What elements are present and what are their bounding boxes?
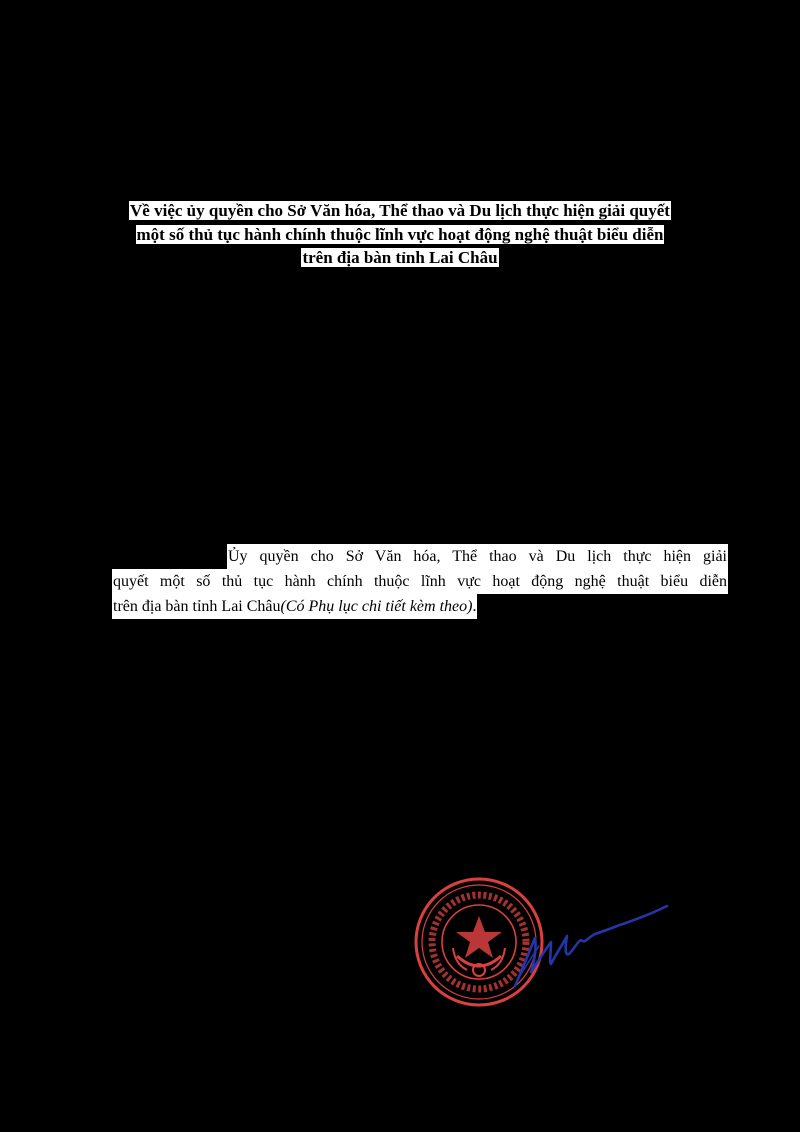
seal-and-signature bbox=[405, 868, 675, 1018]
body-line-1: Ủy quyền cho Sở Văn hóa, Thể thao và Du lịch thực hiện giải bbox=[227, 544, 728, 569]
appendix-note: (Có Phụ lục chi tiết kèm theo) bbox=[280, 598, 473, 615]
body-line-3 bbox=[112, 594, 477, 619]
official-seal-icon bbox=[416, 879, 542, 1005]
title-line-2: một số thủ tục hành chính thuộc lĩnh vực hoạt động nghệ thuật biểu diễn bbox=[136, 224, 664, 244]
title-line-1: Về việc ủy quyền cho Sở Văn hóa, Thể thao và Du lịch thực hiện giải quyết bbox=[130, 201, 670, 220]
body-line-3-text: trên địa bàn tỉnh Lai Châu bbox=[113, 598, 281, 615]
body-line-3-end: . bbox=[472, 598, 477, 615]
document-title bbox=[100, 199, 700, 270]
body-line-2: quyết một số thủ tục hành chính thuộc lĩnh vực hoạt động nghệ thuật biểu diễn bbox=[112, 569, 728, 594]
title-line-3: trên địa bàn tỉnh Lai Châu bbox=[302, 248, 498, 267]
body-paragraph bbox=[112, 544, 728, 619]
